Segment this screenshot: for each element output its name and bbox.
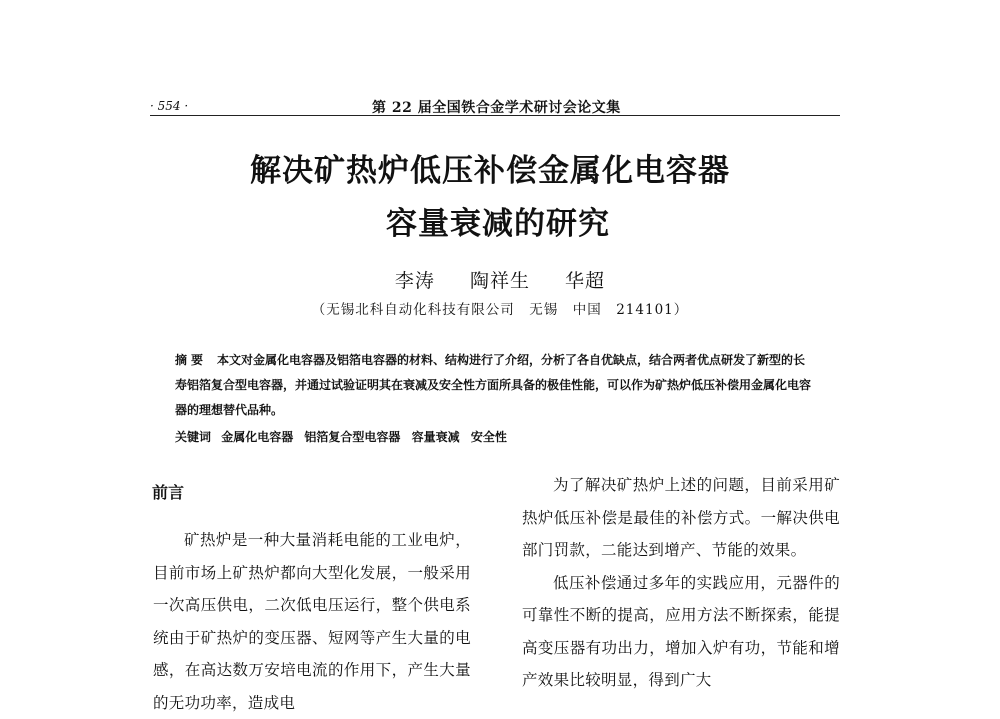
keywords <box>175 428 815 445</box>
keyword: 金属化电容器 <box>221 430 294 444</box>
body-paragraph: 低压补偿通过多年的实践应用，元器件的可靠性不断的提高，应用方法不断探索，能提高变压器有功出力，增加入炉有功，节能和增产效果比较明显，得到广大 <box>522 573 840 689</box>
right-column <box>522 469 840 697</box>
paper-title-line-1: 解决矿热炉低压补偿金属化电容器 <box>250 153 730 189</box>
keyword: 容量衰减 <box>411 430 460 444</box>
author: 陶祥生 <box>469 270 530 292</box>
keyword: 铝箔复合型电容器 <box>304 430 401 444</box>
running-header <box>150 97 840 117</box>
abstract-label: 摘要 <box>175 353 208 367</box>
keyword: 安全性 <box>470 430 507 444</box>
section-heading: 前言 <box>152 483 185 502</box>
page-number: · 554 · <box>150 99 189 113</box>
author: 华超 <box>565 270 606 292</box>
header-rule <box>150 115 840 116</box>
abstract-text: 本文对金属化电容器及铝箔电容器的材料、结构进行了介绍，分析了各自优缺点，结合两者优点研发了新型的长寿铝箔复合型电容器，并通过试验证明其在衰减及安全性方面所具备的极佳性能，可以作为矿热炉低压补偿用金属化电容器的理想替代品种。 <box>175 353 812 417</box>
paper-title-line-2: 容量衰减的研究 <box>386 206 610 242</box>
author: 李涛 <box>394 270 435 292</box>
proceedings-title: 第 22 届全国铁合金学术研讨会论文集 <box>372 100 621 116</box>
body-paragraph: 为了解决矿热炉上述的问题，目前采用矿热炉低压补偿是最佳的补偿方式。一解决供电部门罚款，二能达到增产、节能的效果。 <box>522 476 840 559</box>
abstract <box>175 348 815 423</box>
affiliation: （无锡北科自动化科技有限公司 无锡 中国 214101） <box>311 302 689 318</box>
author-list <box>0 266 1000 293</box>
keywords-label: 关键词 <box>175 430 212 444</box>
body-paragraph: 矿热炉是一种大量消耗电能的工业电炉，目前市场上矿热炉都向大型化发展，一般采用一次高压供电，二次低电压运行，整个供电系统由于矿热炉的变压器、短网等产生大量的电感，在高达数万安培电流的作用下，产生大量的无功功率，造成电 <box>153 531 471 712</box>
left-column <box>153 524 471 719</box>
